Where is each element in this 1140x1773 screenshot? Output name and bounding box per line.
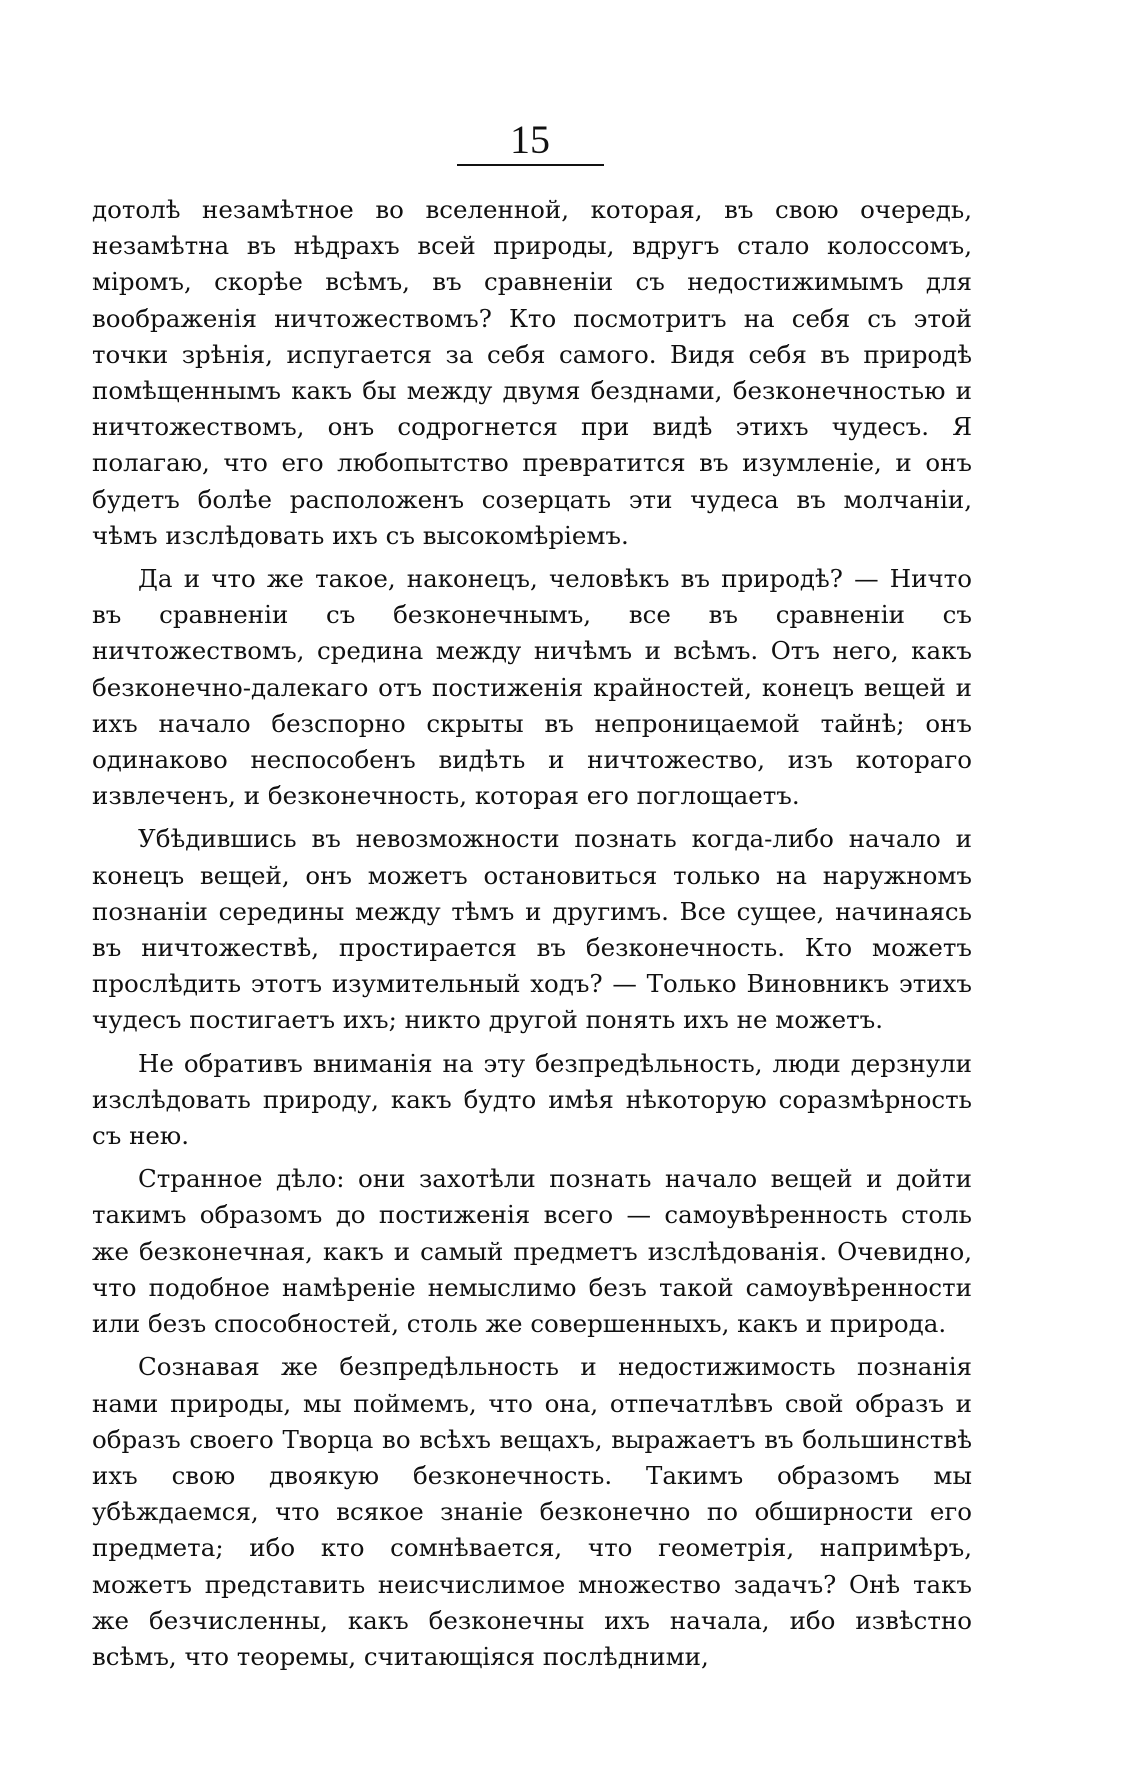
paragraph: Да и что же такое, наконецъ, человѣкъ въ природѣ? — Ничто въ сравненіи съ безконечнымъ, все въ сравненіи съ ничтожествомъ, средина между ничѣмъ и всѣмъ. Отъ него, какъ безконечно-далекаго отъ постиженія крайностей, конецъ вещей и ихъ начало безспорно скрыты въ непроницаемой тайнѣ; онъ одинаково неспособенъ видѣть и ничтожество, изъ котораго извлеченъ, и безконечность, которая его поглощаетъ. (92, 564, 972, 811)
page-number-rule (457, 164, 604, 166)
page-number: 15 (510, 117, 550, 162)
body-text (92, 192, 972, 1682)
paragraph: Странное дѣло: они захотѣли познать начало вещей и дойти такимъ образомъ до постиженія всего — самоувѣренность столь же безконечная, какъ и самый предметъ изслѣдованія. Очевидно, что подобное намѣреніе немыслимо безъ такой самоувѣренности или безъ способностей, столь же совершенныхъ, какъ и природа. (92, 1164, 972, 1339)
paragraph: Убѣдившись въ невозможности познать когда-либо начало и конецъ вещей, онъ можетъ остановиться только на наружномъ познаніи середины между тѣмъ и другимъ. Все сущее, начинаясь въ ничтожествѣ, простирается въ безконечность. Кто можетъ прослѣдить этотъ изумительный ходъ? — Только Виновникъ этихъ чудесъ постигаетъ ихъ; никто другой понять ихъ не можетъ. (92, 824, 972, 1035)
paragraph-continued: дотолѣ незамѣтное во вселенной, которая, въ свою очередь, незамѣтна въ нѣдрахъ всей природы, вдругъ стало колоссомъ, міромъ, скорѣе всѣмъ, въ сравненіи съ недостижимымъ для воображенія ничтожествомъ? Кто посмотритъ на себя съ этой точки зрѣнія, испугается за себя самого. Видя себя въ природѣ помѣщеннымъ какъ бы между двумя безднами, безконечностью и ничтожествомъ, онъ содрогнется при видѣ этихъ чудесъ. Я полагаю, что его любопытство превратится въ изумленіе, и онъ будетъ болѣе расположенъ созерцать эти чудеса въ молчаніи, чѣмъ изслѣдовать ихъ съ высокомѣріемъ. (92, 195, 972, 550)
paragraph: Сознавая же безпредѣльность и недостижимость познанія нами природы, мы поймемъ, что она, отпечатлѣвъ свой образъ и образъ своего Творца во всѣхъ вещахъ, выражаетъ въ большинствѣ ихъ свою двоякую безконечность. Такимъ образомъ мы убѣждаемся, что всякое знаніе безконечно по обширности его предмета; ибо кто сомнѣвается, что геометрія, напримѣръ, можетъ представить неисчислимое множество задачъ? Онѣ такъ же безчисленны, какъ безконечны ихъ начала, ибо извѣстно всѣмъ, что теоремы, считающіяся послѣдними, (92, 1352, 972, 1671)
paragraph: Не обративъ вниманія на эту безпредѣльность, люди дерзнули изслѣдовать природу, какъ будто имѣя нѣкоторую соразмѣрность съ нею. (92, 1048, 972, 1151)
